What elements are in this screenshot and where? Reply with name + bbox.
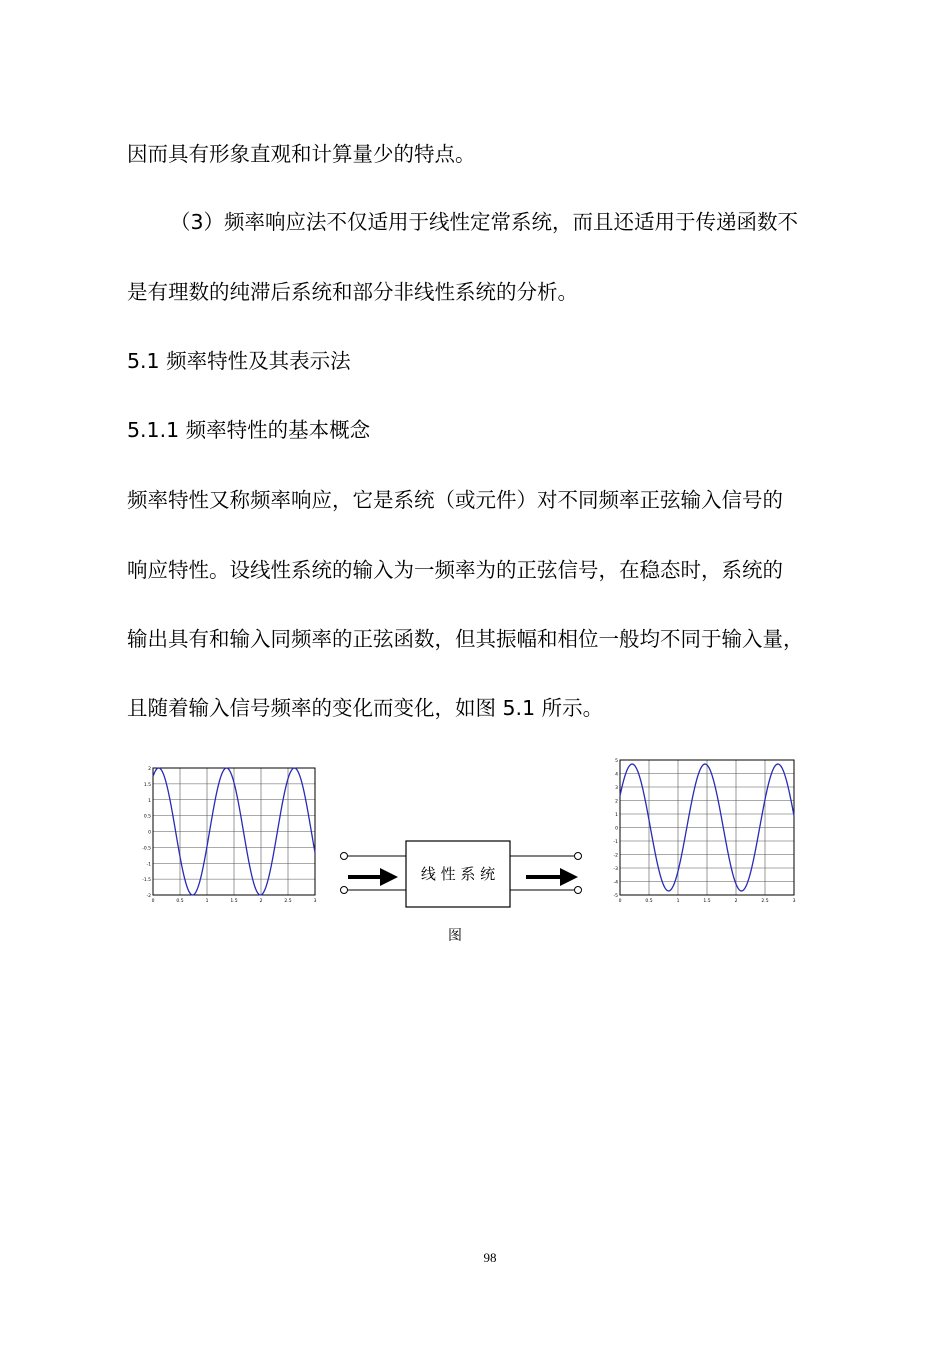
y-tick-label: -1	[146, 862, 151, 868]
paragraph-line-8: 输出具有和输入同频率的正弦函数，但其振幅和相位一般均不同于输入量，	[127, 627, 804, 651]
x-tick-label: 2.5	[284, 899, 292, 904]
y-tick-label: -1	[613, 840, 618, 845]
x-tick-label: 1	[205, 899, 209, 904]
y-tick-label: -0.5	[142, 846, 151, 852]
x-tick-label: 0	[151, 899, 155, 904]
y-tick-label: -3	[613, 867, 618, 872]
y-tick-label: -4	[613, 880, 618, 886]
y-tick-label: 0	[615, 826, 618, 832]
x-tick-label: 3	[792, 899, 796, 904]
paragraph-line-6: 频率特性又称频率响应，它是系统（或元件）对不同频率正弦输入信号的	[127, 488, 783, 512]
y-tick-label: 3	[615, 786, 618, 791]
figure-caption: 图	[448, 928, 462, 944]
x-tick-label: 2	[734, 899, 738, 904]
input-terminal-bottom	[341, 887, 348, 894]
y-tick-label: 1	[148, 798, 151, 804]
x-tick-label: 0.5	[645, 899, 653, 904]
x-tick-label: 1.5	[703, 899, 711, 904]
y-tick-label: 4	[615, 772, 618, 778]
x-tick-label: 3	[313, 899, 317, 904]
y-tick-label: 2	[615, 799, 618, 805]
y-tick-label: 5	[615, 759, 618, 764]
y-tick-label: -5	[613, 894, 618, 899]
paragraph-line-7: 响应特性。设线性系统的输入为一频率为的正弦信号，在稳态时，系统的	[127, 558, 783, 582]
y-tick-label: -2	[146, 894, 151, 899]
output-signal-chart	[614, 758, 796, 904]
y-tick-label: -2	[613, 853, 618, 859]
page-number: 98	[483, 1250, 497, 1265]
x-tick-label: 2.5	[761, 899, 769, 904]
y-tick-label: 1	[615, 813, 618, 818]
paragraph-line-2: （3）频率响应法不仅适用于线性定常系统，而且还适用于传递函数不	[170, 210, 799, 234]
output-terminal-top	[575, 853, 582, 860]
section-heading: 5.1 频率特性及其表示法	[127, 349, 351, 373]
paragraph-line-1: 因而具有形象直观和计算量少的特点。	[127, 142, 476, 166]
x-tick-label: 2	[259, 899, 263, 904]
y-tick-label: 0.5	[143, 814, 151, 820]
y-tick-label: 1.5	[143, 782, 151, 788]
x-tick-label: 0	[618, 899, 622, 904]
paragraph-line-9: 且随着输入信号频率的变化而变化，如图 5.1 所示。	[127, 696, 604, 720]
output-terminal-bottom	[575, 887, 582, 894]
input-signal-chart	[142, 766, 316, 904]
x-tick-label: 1.5	[230, 899, 238, 904]
x-tick-label: 0.5	[176, 899, 184, 904]
y-tick-label: 2	[148, 767, 151, 772]
paragraph-line-3: 是有理数的纯滞后系统和部分非线性系统的分析。	[127, 280, 578, 304]
y-tick-label: -1.5	[142, 878, 151, 884]
y-tick-label: 0	[148, 830, 151, 836]
input-arrow-icon	[348, 868, 398, 886]
x-tick-label: 1	[676, 899, 680, 904]
block-label: 线 性 系 统	[420, 865, 496, 883]
output-arrow-icon	[526, 868, 578, 886]
block-diagram	[341, 841, 582, 907]
figure-5-1	[0, 745, 952, 955]
subsection-heading: 5.1.1 频率特性的基本概念	[127, 418, 371, 442]
input-terminal-top	[341, 853, 348, 860]
